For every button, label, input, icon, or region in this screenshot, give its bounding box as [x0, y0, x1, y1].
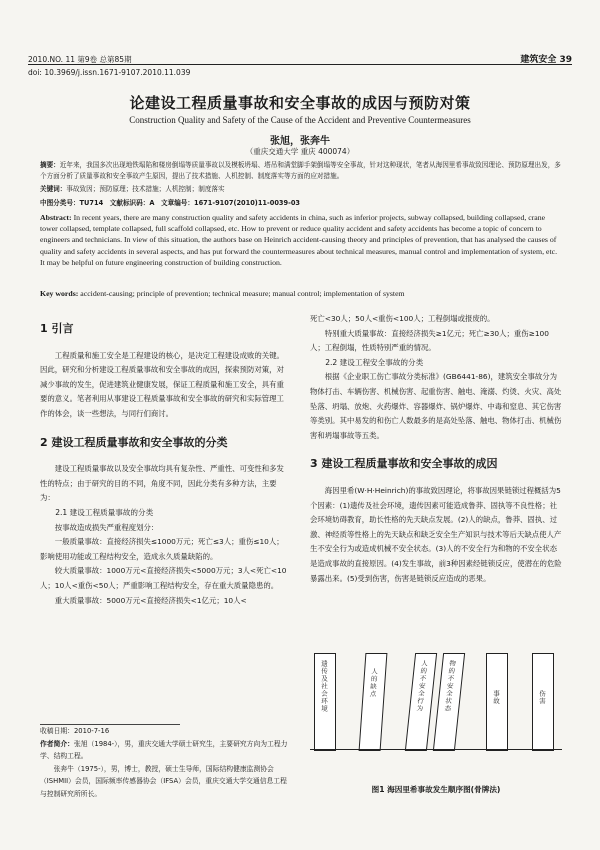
section-1-heading: 1 引言	[40, 322, 74, 335]
paragraph: 根据《企业职工伤亡事故分类标准》(GB6441-86)，建筑安全事故分为物体打击、车辆伤害、机械伤害、起重伤害、触电、淹溺、灼烫、火灾、高处坠落、坍塌、放炮、火药爆炸、容器爆炸、锅炉爆炸、中毒和窒息、其它伤害等类别。其中易发的和伤亡人数最多的是高处坠落、触电、物体打击、机械伤害和坍塌事故等五类。	[310, 372, 562, 440]
doi: doi: 10.3969/j.issn.1671-9107.2010.11.039	[28, 68, 191, 77]
received-date: 收稿日期：2010-7-16	[40, 727, 110, 735]
paragraph: 海因里希(W·H·Heinrich)的事故致因理论，将事故因果链锁过程概括为5个因素：(1)遗传及社会环境，遗传因素可能造成鲁莽、固执等不良性格；社会环境妨碍教育，助长性格的先天缺点发展。(2)人的缺点，鲁莽、固执、过激、神经质等性格上的先天缺点和缺乏安全生产知识与技术等后天缺点使人产生不安全行为或造成机械不安全状态。(3)人的不安全行为和物的不安全状态是造成事故的直接原因。(4)发生事故，前3种因素经链锁反应，使潜在的危险暴露出来。(5)受到伤害，伤害是链锁反应造成的恶果。	[310, 485, 562, 583]
domino-1	[314, 653, 336, 751]
domino-label: 伤害	[538, 690, 546, 705]
domino-label: 遗传及社会环境	[320, 660, 328, 713]
domino-label: 人的缺点	[368, 668, 379, 698]
section-3-heading: 3 建设工程质量事故和安全事故的成因	[310, 457, 498, 471]
domino-2	[359, 653, 388, 751]
keywords-cn-label: 关键词：	[40, 185, 67, 193]
figure-1-caption: 图1 海因里希事故发生顺序图(骨牌法)	[371, 785, 501, 794]
author-bio-2: 张奔牛（1975-），男，博士，教授，硕士生导师，国际结构健康监测协会（ISHMII）会员，国际频率传感器协会（IFSA）会员，重庆交通大学交通信息工程与控制研究所所长。	[40, 764, 287, 798]
classification: 中图分类号：TU714 文献标识码：A 文章编号：1671-9107(2010)11-0039-03	[40, 199, 300, 207]
figure-baseline	[310, 749, 562, 750]
footnote	[40, 724, 290, 800]
paragraph: 工程质量和施工安全是工程建设的核心，是决定工程建设成败的关键。因此，研究和分析建设工程质量事故和安全事故的成因，探索预防对策，对减少事故的发生，促进建筑业健康发展，保证工程质量和施工安全，具有重要的意义。笔者利用从事建设工程质量事故和安全事故的研究和实际管理工作的体会，谈一些想法，与同行们商讨。	[40, 350, 284, 418]
domino-label: 事故	[492, 690, 500, 705]
subsection-2-1-heading: 2.1 建设工程质量事故的分类	[55, 507, 154, 517]
subsection-2-2-heading: 2.2 建设工程安全事故的分类	[325, 357, 424, 367]
figure-1	[310, 645, 562, 770]
title-en: Construction Quality and Safety of the Cause of the Accident and Preventive Countermeasures	[129, 115, 471, 125]
journal-issue: 2010.NO. 11 第9卷 总第85期	[28, 55, 132, 64]
domino-4	[433, 653, 465, 751]
paragraph: 较大质量事故：1000万元<直接经济损失<5000万元；3人<死亡<10人；10人<重伤<50人；严重影响工程结构安全，存在重大质量隐患的。	[40, 566, 287, 590]
title-cn: 论建设工程质量事故和安全事故的成因与预防对策	[129, 94, 471, 112]
section-2-heading: 2 建设工程质量事故和安全事故的分类	[40, 435, 228, 449]
author-bio-1	[40, 738, 290, 763]
paragraph: 特别重大质量事故：直接经济损失≥1亿元；死亡≥30人；重伤≥100人；工程倒塌，性质特别严重的情况。	[310, 328, 549, 353]
journal-name-page: 建筑安全 39	[520, 55, 572, 65]
domino-label: 物的不安全状态	[442, 660, 457, 713]
abstract-cn	[40, 160, 562, 182]
abstract-cn-text: 近年来，我国多次出现地铁塌陷和楼房倒塌等质量事故以及模板坍塌、塔吊和满堂脚手架倒塌等安全事故，针对这种现状，笔者从海因里希事故致因理论、预防原理出发，多个方面分析了质量事故和安全事故产生原因，提出了技术措施、人机控制、制度落实等方面的应对措施。	[40, 161, 561, 180]
left-column	[40, 312, 290, 608]
abstract-en-label: Abstract:	[40, 213, 72, 222]
keywords-en	[40, 288, 562, 299]
abstract-en-text: In recent years, there are many construction quality and safety accidents in china, such as inferior projects, subway collapsed, building collapsed, crane tower collapsed, template collapsed, full scaffold collapsed, etc. How to prevent or reduce quality accident and safety accidents has become a topic of concern to engineers and technicians. In view of this situation, the authors base on Heinrich accident-causing theory and principles of prevention, that has analysed the causes of quality and safety accidents in several aspects, and has put forward the countermeasures about technical measures, manual control and implementation of system, etc. It may be helpful on future engineering construction of building construction.	[40, 213, 558, 267]
domino-5	[486, 653, 508, 751]
paragraph: 死亡<30人；50人<重伤<100人；工程倒塌或报废的。	[310, 314, 495, 323]
author-bio-label: 作者简介：	[40, 739, 74, 748]
right-column	[310, 312, 562, 586]
domino-6	[532, 653, 554, 751]
author-bio-1-text: 张旭（1984-），男，重庆交通大学硕士研究生，主要研究方向为工程力学、结构工程。	[40, 739, 288, 760]
keywords-en-text: accident-causing; principle of prevention; technical measure; manual control; implementation of system	[80, 289, 405, 298]
affiliation: （重庆交通大学 重庆 400074）	[245, 147, 355, 156]
keywords-en-label: Key words:	[40, 289, 79, 298]
domino-3	[405, 653, 437, 751]
abstract-en	[40, 212, 562, 268]
paragraph: 一般质量事故：直接经济损失≤1000万元；死亡≤3人；重伤≤10人；影响使用功能或工程结构安全，造成永久质量缺陷的。	[40, 537, 284, 561]
abstract-cn-label: 摘要：	[40, 161, 60, 169]
paragraph: 重大质量事故：5000万元<直接经济损失<1亿元；10人<	[54, 595, 247, 605]
paragraph: 按事故造成损失严重程度划分：	[54, 522, 159, 532]
keywords-cn	[40, 184, 562, 195]
paragraph: 建设工程质量事故以及安全事故均具有复杂性、严重性、可变性和多发性的特点；由于研究的目的不同，角度不同，因此分类有多种方法，主要为：	[40, 464, 284, 503]
keywords-cn-text: 事故致因；预防原理；技术措施；人机控制；制度落实	[66, 185, 225, 193]
domino-label: 人的不安全行为	[414, 660, 429, 713]
header-rule	[28, 64, 572, 65]
authors: 张旭，张奔牛	[270, 136, 330, 147]
